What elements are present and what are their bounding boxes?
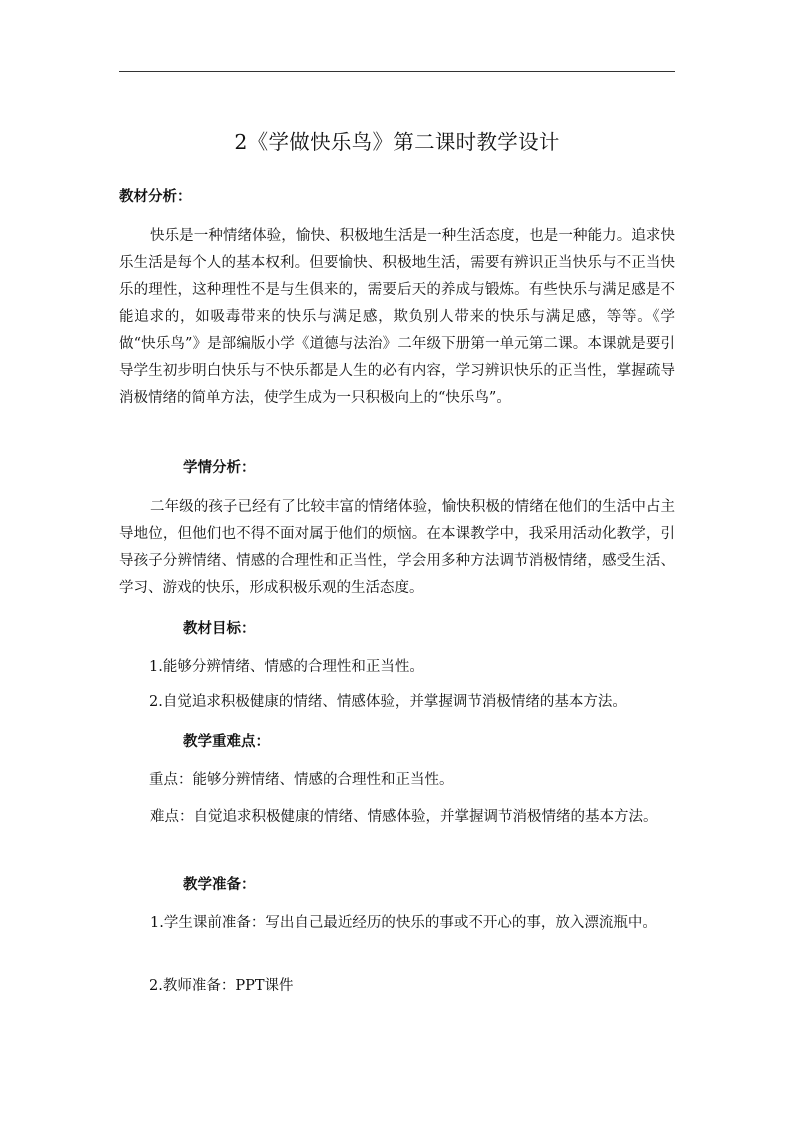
paragraph-student-analysis: 二年级的孩子已经有了比较丰富的情绪体验，愉快积极的情绪在他们的生活中占主导地位，但他们也不得不面对属于他们的烦恼。在本课教学中，我采用活动化教学，引导孩子分辨情绪、情感的合理性和正当性，学会用多种方法调节消极情绪，感受生活、学习、游戏的快乐，形成积极乐观的生活态度。 [119, 499, 675, 596]
preparation-item-2: 2.教师准备：PPT课件 [149, 978, 294, 994]
heading-preparation: 教学准备： [183, 876, 256, 893]
difficult-point: 难点：自觉追求积极健康的情绪、情感体验，并掌握调节消极情绪的基本方法。 [150, 809, 658, 825]
preparation-item-1: 1.学生课前准备：写出自己最近经历的快乐的事或不开心的事，放入漂流瓶中。 [150, 915, 657, 931]
objective-item-1: 1.能够分辨情绪、情感的合理性和正当性。 [149, 659, 424, 675]
paragraph-material-analysis: 快乐是一种情绪体验，愉快、积极地生活是一种生活态度，也是一种能力。追求快乐生活是每个人的基本权利。但要愉快、积极地生活，需要有辨识正当快乐与不正当快乐的理性，这种理性不是与生俱来的，需要后天的养成与锻炼。有些快乐与满足感是不能追求的，如吸毒带来的快乐与满足感，欺负别人带来的快乐与满足感，等等。《学做“快乐鸟”》是部编版小学《道德与法治》二年级下册第一单元第二课。本课就是要引导学生初步明白快乐与不快乐都是人生的必有内容，学习辨识快乐的正当性，掌握疏导消极情绪的简单方法，使学生成为一只积极向上的“快乐鸟”。 [119, 228, 675, 406]
page-title: 2《学做快乐鸟》第二课时教学设计 [234, 130, 560, 154]
key-point: 重点：能够分辨情绪、情感的合理性和正当性。 [149, 772, 454, 788]
heading-material-analysis: 教材分析： [119, 188, 192, 205]
heading-key-points: 教学重难点： [183, 733, 270, 750]
heading-student-analysis: 学情分析： [183, 459, 256, 476]
heading-objectives: 教材目标： [183, 620, 256, 637]
objective-item-2: 2.自觉追求积极健康的情绪、情感体验，并掌握调节消极情绪的基本方法。 [149, 694, 627, 710]
header-rule [119, 71, 675, 72]
